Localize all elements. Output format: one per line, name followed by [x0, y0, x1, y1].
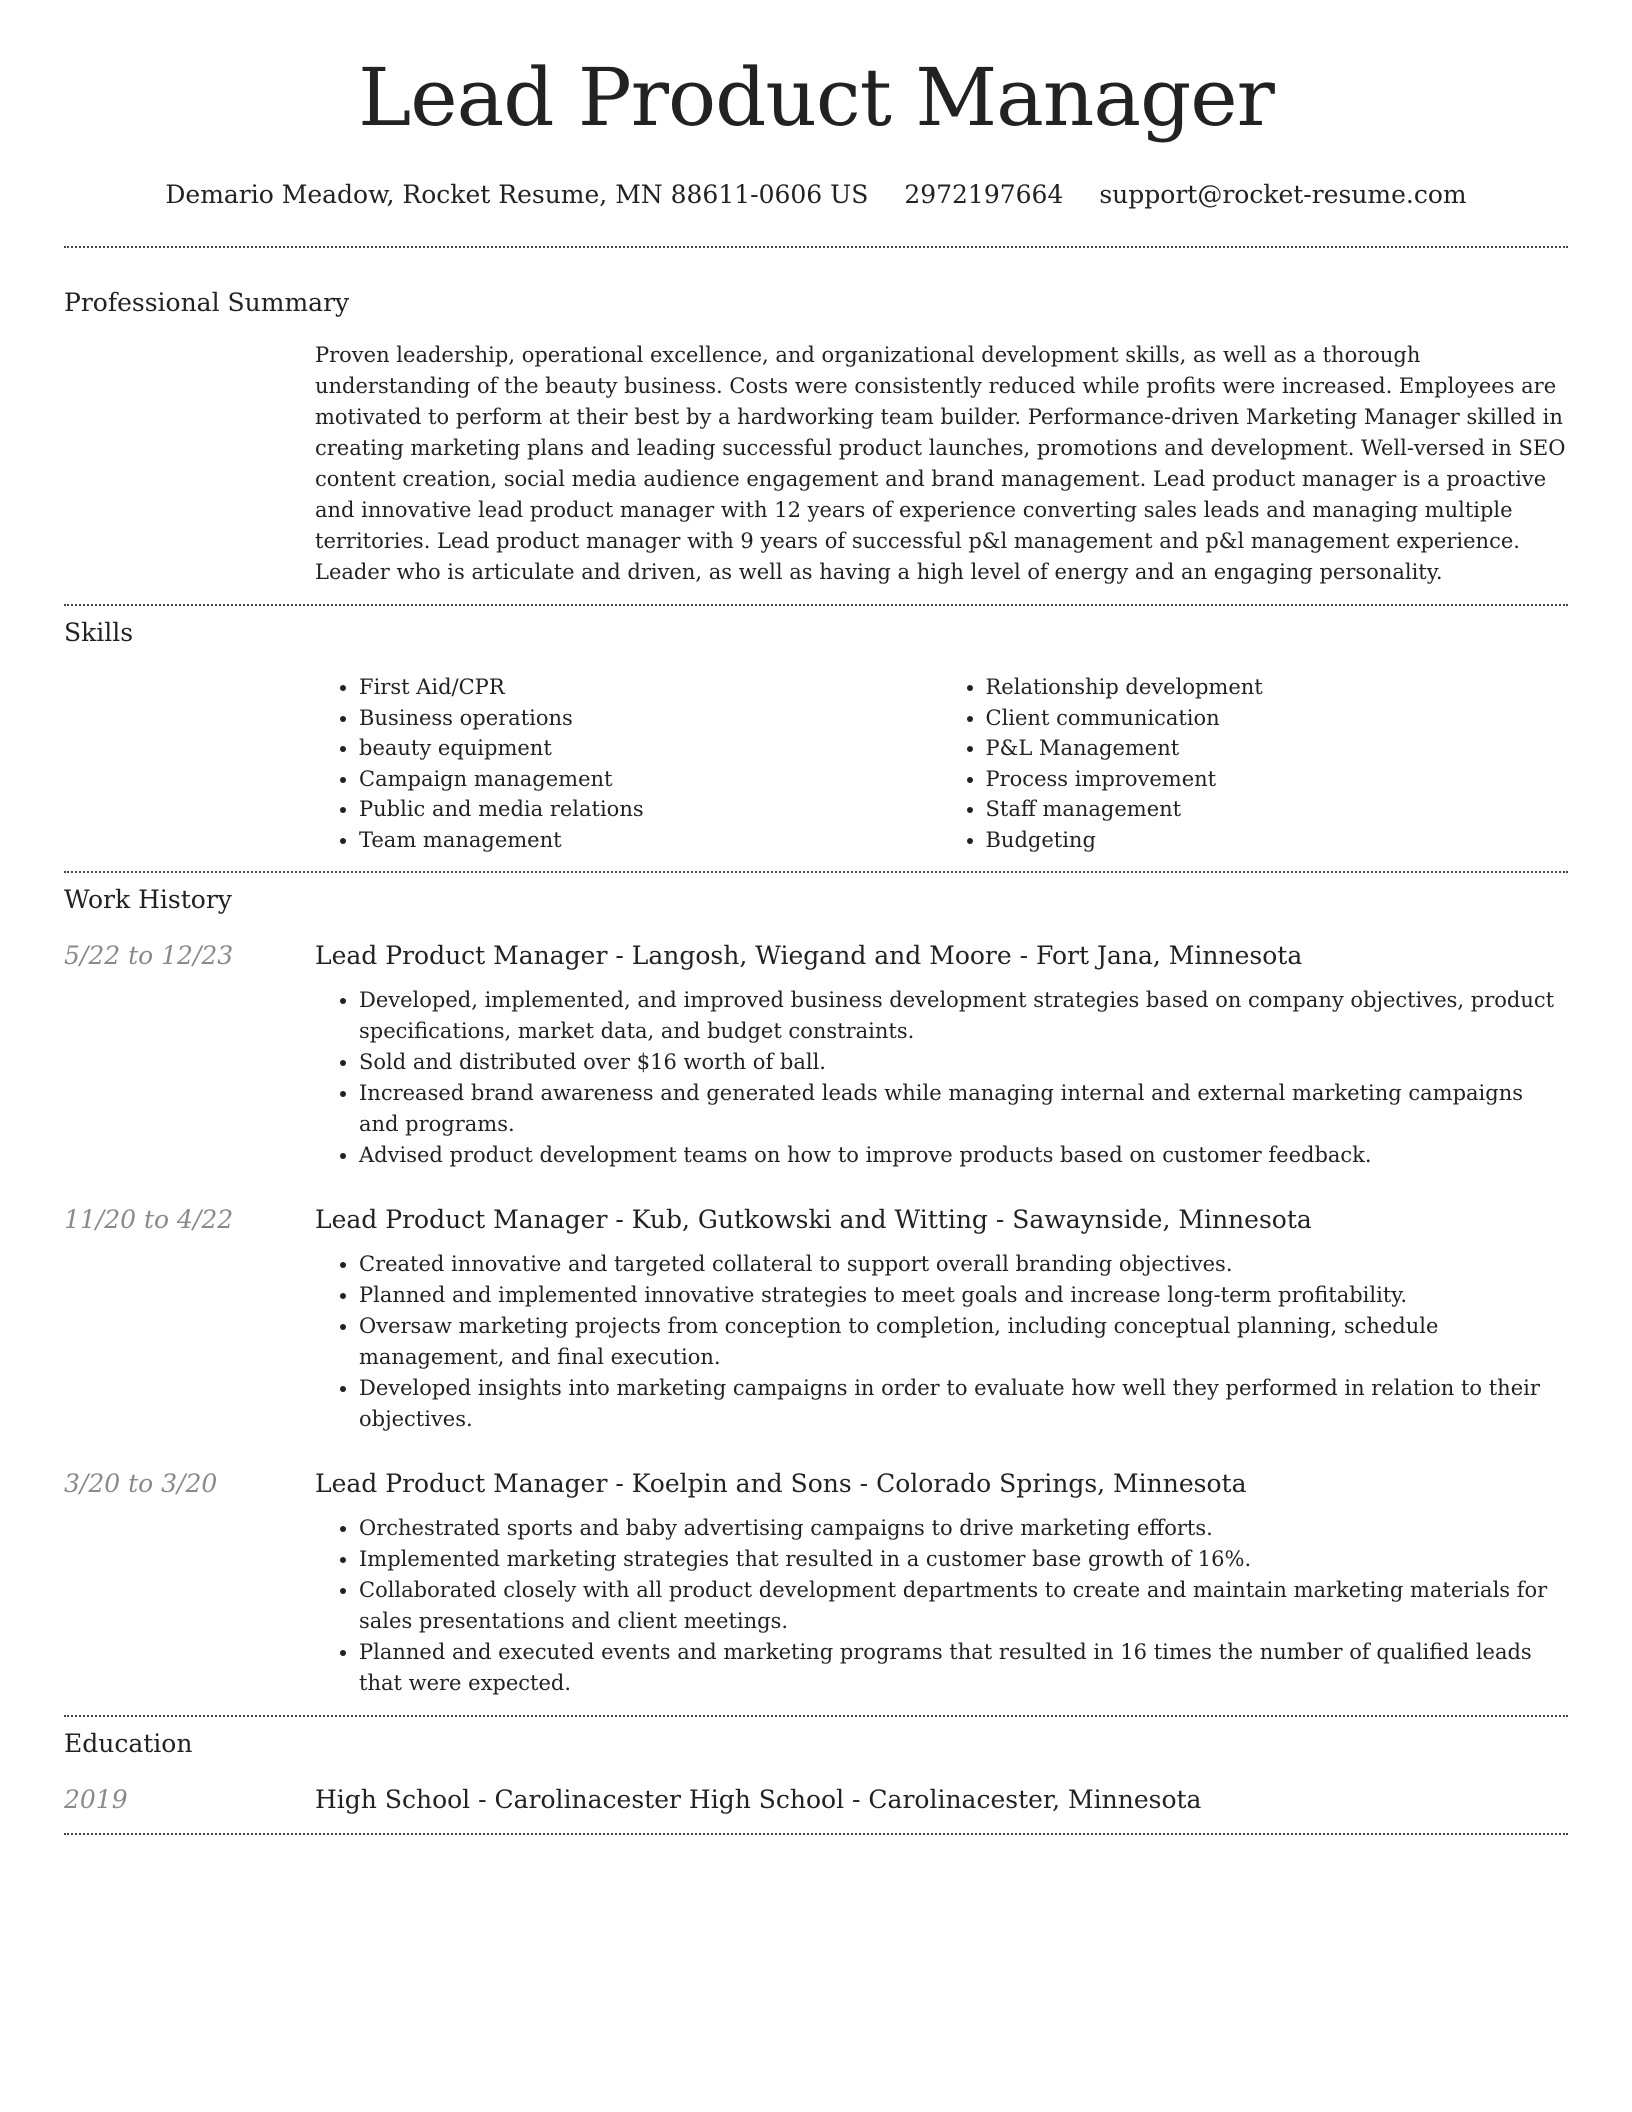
resume-page: [64, 0, 1568, 1835]
skill-item: • Budgeting: [986, 825, 1569, 856]
education-heading: Education: [64, 1729, 193, 1758]
job-entry: [64, 1205, 1568, 1435]
job-dates: 3/20 to 3/20: [64, 1469, 218, 1498]
education-entry: [64, 1785, 1568, 1815]
job-heading: Lead Product Manager - Langosh, Wiegand and Moore - Fort Jana, Minnesota: [315, 941, 1303, 970]
contact-email: support@rocket-resume.com: [1099, 180, 1467, 209]
contact-line: [64, 180, 1568, 210]
skill-item: • Team management: [359, 825, 942, 856]
contact-address: Demario Meadow, Rocket Resume, MN 88611-0606 US: [165, 180, 869, 209]
job-bullet: • Created innovative and targeted collateral to support overall branding objectives.: [359, 1249, 1568, 1280]
job-dates: 11/20 to 4/22: [64, 1205, 234, 1234]
job-heading: Lead Product Manager - Koelpin and Sons - Colorado Springs, Minnesota: [315, 1469, 1247, 1498]
job-bullets: [315, 1513, 1568, 1699]
job-bullet: • Orchestrated sports and baby advertising campaigns to drive marketing efforts.: [359, 1513, 1568, 1544]
job-bullet: • Sold and distributed over $16 worth of ball.: [359, 1047, 1568, 1078]
contact-phone: 2972197664: [904, 180, 1064, 209]
skill-item: • Relationship development: [986, 672, 1569, 703]
job-bullet: • Oversaw marketing projects from conception to completion, including conceptual planning, schedule management, and final execution.: [359, 1311, 1568, 1373]
skills-grid: [315, 672, 1568, 855]
skill-item: • Staff management: [986, 794, 1569, 825]
skill-item: • Process improvement: [986, 764, 1569, 795]
resume-title: Lead Product Manager: [358, 51, 1274, 144]
education-year: 2019: [64, 1785, 128, 1814]
work-heading: Work History: [64, 885, 232, 914]
skill-item: • P&L Management: [986, 733, 1569, 764]
education-section: [64, 1717, 1568, 1815]
education-divider: [64, 1833, 1568, 1835]
skill-item: • Public and media relations: [359, 794, 942, 825]
skills-column-left: [315, 672, 942, 855]
job-bullet: • Collaborated closely with all product development departments to create and maintain marketing materials for sales presentations and client meetings.: [359, 1575, 1568, 1637]
summary-content: [315, 340, 1568, 588]
skills-heading: Skills: [64, 618, 134, 647]
summary-section: [64, 248, 1568, 588]
work-section: [64, 873, 1568, 1699]
skills-column-right: [942, 672, 1569, 855]
skill-item: • Campaign management: [359, 764, 942, 795]
job-bullet: • Developed insights into marketing campaigns in order to evaluate how well they performed in relation to their objectives.: [359, 1373, 1568, 1435]
summary-heading: Professional Summary: [64, 288, 350, 317]
job-bullet: • Increased brand awareness and generated leads while managing internal and external marketing campaigns and programs.: [359, 1078, 1568, 1140]
skill-item: • Client communication: [986, 703, 1569, 734]
job-bullet: • Implemented marketing strategies that resulted in a customer base growth of 16%.: [359, 1544, 1568, 1575]
job-bullet: • Planned and implemented innovative strategies to meet goals and increase long-term profitability.: [359, 1280, 1568, 1311]
job-bullet: • Planned and executed events and marketing programs that resulted in 16 times the number of qualified leads that were expected.: [359, 1637, 1568, 1699]
job-dates: 5/22 to 12/23: [64, 941, 234, 970]
skill-item: • Business operations: [359, 703, 942, 734]
job-bullets: [315, 1249, 1568, 1435]
skill-item: • First Aid/CPR: [359, 672, 942, 703]
job-bullet: • Advised product development teams on how to improve products based on customer feedback.: [359, 1140, 1568, 1171]
education-heading-line: High School - Carolinacester High School - Carolinacester, Minnesota: [315, 1785, 1202, 1814]
job-entry: [64, 941, 1568, 1171]
skill-item: • beauty equipment: [359, 733, 942, 764]
job-entry: [64, 1469, 1568, 1699]
summary-text: Proven leadership, operational excellence, and organizational development skills, as well as a thorough understanding of the beauty business. Costs were consistently reduced while profits were increased. Employees are motivated to perform at their best by a hardworking team builder. Performance-driven Marketing Manager skilled in creating marketing plans and leading successful product launches, promotions and development. Well-versed in SEO content creation, social media audience engagement and brand management. Lead product manager is a proactive and innovative lead product manager with 12 years of experience converting sales leads and managing multiple territories. Lead product manager with 9 years of successful p&l management and p&l management experience. Leader who is articulate and driven, as well as having a high level of energy and an engaging personality.: [315, 343, 1566, 584]
job-bullets: [315, 985, 1568, 1171]
job-bullet: • Developed, implemented, and improved business development strategies based on company objectives, product specifications, market data, and budget constraints.: [359, 985, 1568, 1047]
job-heading: Lead Product Manager - Kub, Gutkowski and Witting - Sawaynside, Minnesota: [315, 1205, 1312, 1234]
skills-section: [64, 606, 1568, 855]
